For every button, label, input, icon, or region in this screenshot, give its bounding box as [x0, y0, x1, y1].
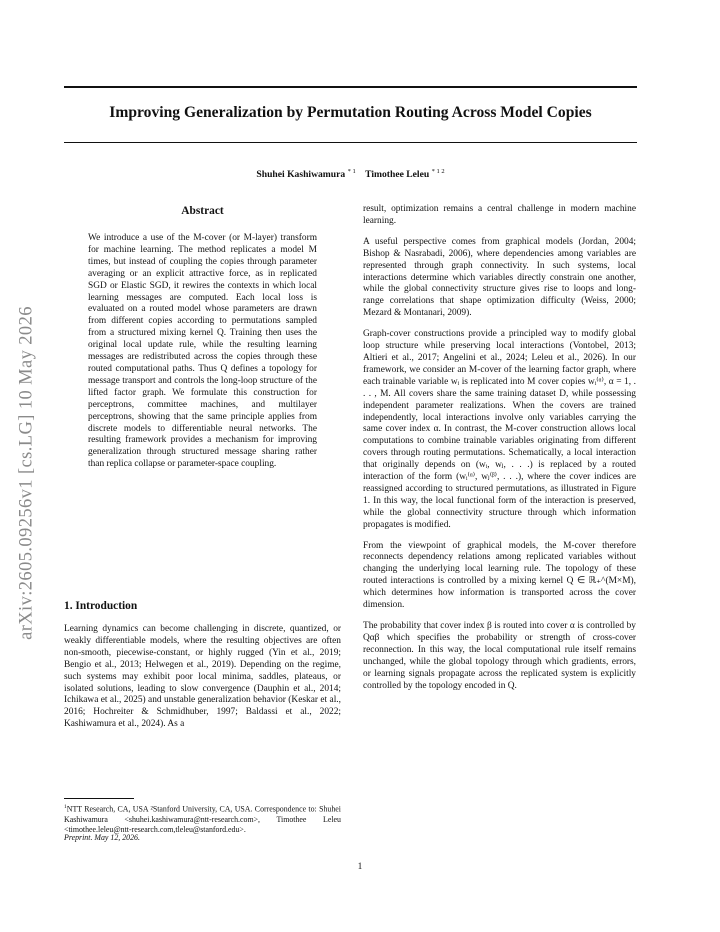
paragraph: From the viewpoint of graphical models, the M-cover therefore reconnects dependency relations among replicated variables without changing the underlying local learning rule. The topology of these routed interactions is controlled by a mixing kernel Q ∈ ℝ₊^(M×M), which determines how information is transported across the cover dimension.	[363, 540, 636, 611]
right-column	[363, 204, 636, 701]
footnote-text: NTT Research, CA, USA ²Stanford University, CA, USA. Correspondence to: Shuhei Kashiwamura <shuhei.kashiwamura@ntt-research.com>, Timothee Leleu <timothee.leleu@ntt-research.com,tleleu@stanford.edu>.	[64, 804, 341, 834]
paragraph: result, optimization remains a central challenge in modern machine learning.	[363, 204, 636, 226]
abstract-heading: Abstract	[181, 205, 224, 217]
footnote	[64, 802, 341, 835]
title-bottom-rule	[64, 142, 637, 143]
intro-paragraph: Learning dynamics can become challenging in discrete, quantized, or weakly differentiable models, where the resulting objectives are often non-smooth, piecewise-constant, or highly rugged (Yin et al., 2019; Bengio et al., 2013; Helwegen et al., 2019). Depending on the regime, such systems may exhibit poor local minima, saddles, plateaus, or isolated solutions, leading to slow convergence (Dauphin et al., 2014; Ichikawa et al., 2025) and unstable generalization behavior (Keskar et al., 2016; Hochreiter & Schmidhuber, 1997; Baldassi et al., 2022; Kashiwamura et al., 2024). As a	[64, 624, 341, 730]
section-heading: 1. Introduction	[64, 600, 138, 612]
paragraph: A useful perspective comes from graphical models (Jordan, 2004; Bishop & Nasrabadi, 2006), where dependencies among variables are represented through graph connectivity. In such systems, local interactions determine which variables directly constrain one another, while the global connectivity structure gives rise to loops and long-range correlations that shape optimization difficulty (Weiss, 2000; Mezard & Montanari, 2009).	[363, 236, 636, 319]
abstract-text: We introduce a use of the M-cover (or M-layer) transform for machine learning. The method replicates a model M times, but instead of coupling the copies through parameter averaging or an explicit attractive force, as in replicated SGD or Elastic SGD, it rewires the contexts in which local learning messages are computed. Each local loss is evaluated on a routed model whose parameters are drawn from different copies according to permutations sampled from a structured mixing kernel Q. Training then uses the original local update rule, while the resulting learning messages are redistributed across the copies through these routed computational paths. Thus Q defines a topology for message transport and controls the long-loop structure of the lifted factor graph. We formulate this construction for perceptrons, committee machines, and multilayer perceptrons, showing that the same principle applies from discrete models to differentiable neural networks. The resulting framework provides a mechanism for improving generalization through structured message sharing rather than replica collapse or parameter-space coupling.	[88, 233, 317, 470]
author-affil-marks: * 1	[347, 168, 356, 175]
title-top-rule	[64, 86, 637, 88]
author-name: Timothee Leleu	[365, 169, 430, 181]
author-affil-marks: * 1 2	[431, 168, 445, 175]
page-number: 1	[357, 862, 363, 872]
footnote-mark: 1	[64, 804, 67, 810]
arxiv-stamp: arXiv:2605.09256v1 [cs.LG] 10 May 2026	[16, 306, 37, 640]
footnote-rule	[64, 798, 134, 799]
paper-title: Improving Generalization by Permutation Routing Across Model Copies	[109, 104, 592, 121]
preprint-date: Preprint. May 12, 2026.	[64, 833, 140, 842]
author-list	[64, 168, 637, 180]
paragraph: Graph-cover constructions provide a principled way to modify global loop structure while preserving local interactions (Vontobel, 2013; Altieri et al., 2017; Angelini et al., 2024; Leleu et al., 2026). In our framework, we consider an M-cover of the learning factor graph, where each trainable variable wᵢ is replicated into M cover copies wᵢ⁽ᵅ⁾, α = 1, . . . , M. All covers share the same training dataset D, while possessing independent parameter realizations. When the covers are trained independently, local interactions involve only variables carrying the same cover index α. In contrast, the M-cover construction allows local computations to combine trainable variables originating from different covers through routing permutations. Schematically, a local interaction that originally depends on (wᵢ, wⱼ, . . .) is replaced by a routed interaction of the form (wᵢ⁽ᵅ⁾, wⱼ⁽ᵝ⁾, . . .), where the cover indices are reassigned according to structured permutations, as illustrated in Figure 1. In this way, the local functional form of the interaction is preserved, while the global connectivity structure through which information propagates is modified.	[363, 329, 636, 530]
paragraph: The probability that cover index β is routed into cover α is controlled by Qαβ which specifies the probability or strength of cross-cover reconnection. In this way, the local computational rule itself remains unchanged, while the global topology through which gradients, errors, or learning signals propagate across the replicated system is explicitly controlled by the topology encoded in Q.	[363, 621, 636, 691]
author-name: Shuhei Kashiwamura	[256, 169, 346, 181]
